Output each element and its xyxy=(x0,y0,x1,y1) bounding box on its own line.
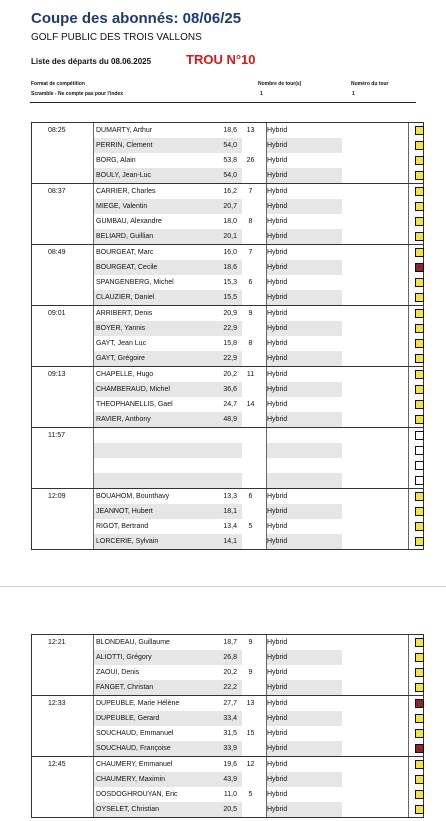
playing-handicap xyxy=(240,260,261,275)
format-label: Format de compétition xyxy=(31,81,85,87)
tee-time-group xyxy=(32,184,423,245)
playing-handicap: 7 xyxy=(248,188,253,195)
tee-time-group xyxy=(32,245,423,306)
tee-category: Hybrid xyxy=(267,639,288,646)
player-index: 13,4 xyxy=(223,523,237,530)
status-checkbox[interactable] xyxy=(415,232,424,241)
player-row xyxy=(32,489,423,504)
tee-category: Hybrid xyxy=(267,504,342,519)
page-title: Coupe des abonnés: 08/06/25 xyxy=(31,10,242,27)
status-checkbox[interactable] xyxy=(415,202,424,211)
rounds-label: Nombre de tour(s) xyxy=(258,81,302,87)
player-index: 16,2 xyxy=(223,188,237,195)
tee-category: Hybrid xyxy=(267,199,342,214)
player-name: CARRIER, Charles xyxy=(96,188,156,195)
playing-handicap xyxy=(240,772,261,787)
player-index: 27,7 xyxy=(223,700,237,707)
player-name: BORG, Alain xyxy=(96,157,136,164)
player-name: BOYER, Yannis xyxy=(94,321,242,336)
player-row xyxy=(32,757,423,772)
status-checkbox[interactable] xyxy=(415,248,424,257)
tee-time-group xyxy=(32,367,423,428)
player-name: MIEGE, Valentin xyxy=(94,199,242,214)
playing-handicap xyxy=(240,650,261,665)
tee-category: Hybrid xyxy=(267,700,288,707)
status-checkbox[interactable] xyxy=(415,461,424,470)
playing-handicap xyxy=(240,473,261,488)
status-checkbox[interactable] xyxy=(415,354,424,363)
player-index: 20,9 xyxy=(223,310,237,317)
tee-category: Hybrid xyxy=(267,188,288,195)
player-index: 19,6 xyxy=(223,761,237,768)
tee-category: Hybrid xyxy=(267,711,342,726)
player-index: 54,0 xyxy=(223,172,237,179)
status-checkbox[interactable] xyxy=(415,775,424,784)
tee-category: Hybrid xyxy=(267,321,342,336)
status-checkbox[interactable] xyxy=(415,805,424,814)
status-checkbox[interactable] xyxy=(415,714,424,723)
player-name: OYSELET, Christian xyxy=(94,802,242,817)
player-row xyxy=(32,351,423,366)
player-name: LORCERIE, Sylvain xyxy=(94,534,242,549)
tee-category: Hybrid xyxy=(267,260,342,275)
start-list-title: Liste des départs du 08.06.2025 xyxy=(31,57,152,66)
playing-handicap xyxy=(240,351,261,366)
player-index: 26,8 xyxy=(223,654,237,661)
status-checkbox[interactable] xyxy=(415,537,424,546)
player-row xyxy=(32,504,423,519)
tee-category: Hybrid xyxy=(267,249,288,256)
playing-handicap xyxy=(240,229,261,244)
player-name: DOSDOGHROUYAN, Eric xyxy=(96,791,178,798)
tee-category: Hybrid xyxy=(267,279,288,286)
player-index: 22,2 xyxy=(223,684,237,691)
player-name: ZAOUI, Denis xyxy=(96,669,140,676)
playing-handicap xyxy=(240,443,261,458)
player-row xyxy=(32,336,423,351)
playing-handicap: 12 xyxy=(246,761,255,768)
player-index: 20,7 xyxy=(223,203,237,210)
header-divider xyxy=(30,102,416,103)
player-name: CHAMBERAUD, Michel xyxy=(94,382,242,397)
player-name: BLONDEAU, Guillaume xyxy=(96,639,170,646)
tee-category: Hybrid xyxy=(267,168,342,183)
playing-handicap xyxy=(240,458,261,473)
tee-time: 08:25 xyxy=(48,127,66,134)
tee-category xyxy=(267,458,342,473)
playing-handicap xyxy=(240,802,261,817)
player-index: 14,1 xyxy=(223,538,237,545)
player-row xyxy=(32,458,423,473)
tee-time-group xyxy=(32,428,423,489)
player-row xyxy=(32,787,423,802)
player-name: SOUCHAUD, Françoise xyxy=(94,741,242,756)
player-row xyxy=(32,443,423,458)
tee-category: Hybrid xyxy=(267,310,288,317)
player-row xyxy=(32,635,423,650)
player-row xyxy=(32,214,423,229)
player-row xyxy=(32,397,423,412)
player-name: DUPEUBLE, Marie Hélène xyxy=(96,700,180,707)
player-row xyxy=(32,428,423,443)
player-name: SOUCHAUD, Emmanuel xyxy=(96,730,174,737)
player-index: 20,1 xyxy=(223,233,237,240)
status-checkbox[interactable] xyxy=(415,790,424,799)
player-row xyxy=(32,473,423,488)
player-name: CLAUZIER, Daniel xyxy=(94,290,242,305)
player-row xyxy=(32,275,423,290)
player-index: 15,5 xyxy=(223,294,237,301)
player-row xyxy=(32,534,423,549)
status-checkbox[interactable] xyxy=(415,744,424,753)
playing-handicap xyxy=(240,504,261,519)
player-row xyxy=(32,367,423,382)
tee-category: Hybrid xyxy=(267,772,342,787)
tee-time: 12:33 xyxy=(48,700,66,707)
tee-category: Hybrid xyxy=(267,412,342,427)
playing-handicap xyxy=(240,534,261,549)
tee-time-group xyxy=(32,489,423,550)
playing-handicap: 9 xyxy=(248,639,253,646)
playing-handicap xyxy=(240,382,261,397)
tee-category: Hybrid xyxy=(267,401,288,408)
status-checkbox[interactable] xyxy=(415,263,424,272)
player-index xyxy=(207,428,237,443)
tee-category: Hybrid xyxy=(267,523,288,530)
player-index: 54,0 xyxy=(223,142,237,149)
status-checkbox[interactable] xyxy=(415,507,424,516)
player-index xyxy=(207,443,237,458)
tee-time: 08:37 xyxy=(48,188,66,195)
status-checkbox[interactable] xyxy=(415,415,424,424)
round-number-value: 1 xyxy=(352,91,355,97)
status-checkbox[interactable] xyxy=(415,126,424,135)
rounds-value: 1 xyxy=(260,91,263,97)
playing-handicap: 8 xyxy=(248,218,253,225)
page-break xyxy=(0,586,446,587)
player-row xyxy=(32,680,423,695)
player-row xyxy=(32,321,423,336)
tee-category: Hybrid xyxy=(267,382,342,397)
playing-handicap xyxy=(240,138,261,153)
player-name: CHAUMERY, Maximin xyxy=(94,772,242,787)
playing-handicap: 15 xyxy=(246,730,255,737)
status-checkbox[interactable] xyxy=(415,217,424,226)
player-name: JEANNOT, Hubert xyxy=(94,504,242,519)
tee-category: Hybrid xyxy=(267,138,342,153)
tee-time: 12:21 xyxy=(48,639,66,646)
status-checkbox[interactable] xyxy=(415,278,424,287)
tee-category: Hybrid xyxy=(267,650,342,665)
tee-category: Hybrid xyxy=(267,761,288,768)
tee-time-group xyxy=(32,123,423,184)
player-index: 31,5 xyxy=(223,730,237,737)
status-checkbox[interactable] xyxy=(415,156,424,165)
player-index: 24,7 xyxy=(223,401,237,408)
tee-category: Hybrid xyxy=(267,534,342,549)
tee-time: 12:09 xyxy=(48,493,66,500)
playing-handicap xyxy=(240,412,261,427)
player-name: GAYT, Jean Luc xyxy=(96,340,147,347)
status-checkbox[interactable] xyxy=(415,431,424,440)
player-index: 20,2 xyxy=(223,669,237,676)
player-index: 18,6 xyxy=(223,264,237,271)
playing-handicap: 13 xyxy=(246,700,255,707)
tee-category: Hybrid xyxy=(267,290,342,305)
playing-handicap xyxy=(240,168,261,183)
player-index: 13,3 xyxy=(223,493,237,500)
player-name: ALIOTTI, Grégory xyxy=(94,650,242,665)
player-index: 16,0 xyxy=(223,249,237,256)
player-name: DUMARTY, Arthur xyxy=(96,127,153,134)
player-name: CHAPELLE, Hugo xyxy=(96,371,154,378)
player-index: 18,1 xyxy=(223,508,237,515)
player-index xyxy=(207,473,237,488)
playing-handicap xyxy=(240,199,261,214)
player-name: FANGET, Christan xyxy=(94,680,242,695)
start-table-page-1 xyxy=(31,122,424,550)
status-checkbox[interactable] xyxy=(415,729,424,738)
player-index: 48,9 xyxy=(223,416,237,423)
status-checkbox[interactable] xyxy=(415,187,424,196)
playing-handicap: 26 xyxy=(246,157,255,164)
status-checkbox[interactable] xyxy=(415,492,424,501)
status-checkbox[interactable] xyxy=(415,339,424,348)
status-checkbox[interactable] xyxy=(415,309,424,318)
player-index: 15,3 xyxy=(223,279,237,286)
status-checkbox[interactable] xyxy=(415,653,424,662)
tee-time-group xyxy=(32,757,423,818)
tee-category: Hybrid xyxy=(267,218,288,225)
tee-category: Hybrid xyxy=(267,669,288,676)
format-value: Scramble - Ne compte pas pour l'index xyxy=(31,91,124,97)
player-row xyxy=(32,772,423,787)
player-name: BOURGEAT, Cecile xyxy=(94,260,242,275)
player-index: 43,9 xyxy=(223,776,237,783)
playing-handicap xyxy=(240,290,261,305)
status-checkbox[interactable] xyxy=(415,522,424,531)
player-index: 18,6 xyxy=(223,127,237,134)
player-row xyxy=(32,245,423,260)
player-index: 20,2 xyxy=(223,371,237,378)
playing-handicap xyxy=(240,711,261,726)
player-row xyxy=(32,726,423,741)
tee-category: Hybrid xyxy=(267,791,288,798)
playing-handicap: 9 xyxy=(248,310,253,317)
playing-handicap: 9 xyxy=(248,669,253,676)
status-checkbox[interactable] xyxy=(415,476,424,485)
status-checkbox[interactable] xyxy=(415,293,424,302)
playing-handicap: 8 xyxy=(248,340,253,347)
playing-handicap: 6 xyxy=(248,493,253,500)
tee-category: Hybrid xyxy=(267,371,288,378)
status-checkbox[interactable] xyxy=(415,171,424,180)
hole-number: TROU N°10 xyxy=(186,52,256,67)
player-row xyxy=(32,665,423,680)
player-name: BOURGEAT, Marc xyxy=(96,249,154,256)
player-row xyxy=(32,382,423,397)
tee-time: 08:49 xyxy=(48,249,66,256)
player-row xyxy=(32,123,423,138)
tee-category: Hybrid xyxy=(267,802,342,817)
playing-handicap xyxy=(240,321,261,336)
player-name: DUPEUBLE, Gerard xyxy=(94,711,242,726)
round-number-label: Numéro du tour xyxy=(351,81,389,87)
status-checkbox[interactable] xyxy=(415,446,424,455)
player-index xyxy=(207,458,237,473)
player-row xyxy=(32,290,423,305)
player-name: BOULY, Jean-Luc xyxy=(94,168,242,183)
player-row xyxy=(32,802,423,817)
player-row xyxy=(32,138,423,153)
tee-category: Hybrid xyxy=(267,730,288,737)
status-checkbox[interactable] xyxy=(415,683,424,692)
player-name: RIGOT, Bertrand xyxy=(96,523,149,530)
club-name: GOLF PUBLIC DES TROIS VALLONS xyxy=(31,32,202,43)
player-name: GAYT, Grégoire xyxy=(94,351,242,366)
player-name: CHAUMERY, Emmanuel xyxy=(96,761,173,768)
tee-category: Hybrid xyxy=(267,157,288,164)
player-index: 33,9 xyxy=(223,745,237,752)
player-name: PERRIN, Clement xyxy=(94,138,242,153)
tee-category xyxy=(267,473,342,488)
tee-category: Hybrid xyxy=(267,741,342,756)
tee-category: Hybrid xyxy=(267,127,288,134)
player-name: BELIARD, Guillian xyxy=(94,229,242,244)
player-index: 36,6 xyxy=(223,386,237,393)
player-index: 33,4 xyxy=(223,715,237,722)
player-row xyxy=(32,199,423,214)
player-name: RAVIER, Anthony xyxy=(94,412,242,427)
player-row xyxy=(32,519,423,534)
tee-category: Hybrid xyxy=(267,229,342,244)
tee-category xyxy=(267,443,342,458)
tee-category: Hybrid xyxy=(267,680,342,695)
playing-handicap xyxy=(240,741,261,756)
playing-handicap: 13 xyxy=(246,127,255,134)
playing-handicap: 14 xyxy=(246,401,255,408)
tee-category xyxy=(267,428,342,443)
tee-time-group xyxy=(32,635,423,696)
player-row xyxy=(32,412,423,427)
player-row xyxy=(32,153,423,168)
status-checkbox[interactable] xyxy=(415,760,424,769)
player-index: 22,9 xyxy=(223,355,237,362)
player-index: 15,8 xyxy=(223,340,237,347)
player-row xyxy=(32,168,423,183)
player-index: 18,0 xyxy=(223,218,237,225)
playing-handicap xyxy=(240,428,261,443)
tee-time-group xyxy=(32,306,423,367)
player-row xyxy=(32,229,423,244)
playing-handicap: 11 xyxy=(246,371,255,378)
playing-handicap: 5 xyxy=(248,791,253,798)
player-name: BOUAHOM, Bounthavy xyxy=(96,493,170,500)
start-table-page-2 xyxy=(31,634,424,818)
player-name: SPANGENBERG, Michel xyxy=(96,279,174,286)
tee-time: 09:13 xyxy=(48,371,66,378)
tee-time: 11:57 xyxy=(48,432,65,439)
tee-time: 12:45 xyxy=(48,761,66,768)
player-row xyxy=(32,696,423,711)
playing-handicap: 6 xyxy=(248,279,253,286)
player-row xyxy=(32,650,423,665)
tee-time-group xyxy=(32,696,423,757)
status-checkbox[interactable] xyxy=(415,638,424,647)
player-name: THEOPHANELLIS, Gael xyxy=(96,401,173,408)
tee-time: 09:01 xyxy=(48,310,66,317)
status-checkbox[interactable] xyxy=(415,400,424,409)
tee-category: Hybrid xyxy=(267,340,288,347)
player-row xyxy=(32,306,423,321)
playing-handicap xyxy=(240,680,261,695)
status-checkbox[interactable] xyxy=(415,385,424,394)
player-row xyxy=(32,184,423,199)
status-checkbox[interactable] xyxy=(415,699,424,708)
status-checkbox[interactable] xyxy=(415,370,424,379)
playing-handicap: 7 xyxy=(248,249,253,256)
player-index: 18,7 xyxy=(223,639,237,646)
player-index: 22,9 xyxy=(223,325,237,332)
tee-category: Hybrid xyxy=(267,351,342,366)
player-name: ARRIBERT, Denis xyxy=(96,310,153,317)
status-checkbox[interactable] xyxy=(415,141,424,150)
player-index: 20,5 xyxy=(223,806,237,813)
playing-handicap: 5 xyxy=(248,523,253,530)
player-index: 11,0 xyxy=(223,791,237,798)
status-checkbox[interactable] xyxy=(415,324,424,333)
player-name: GUMBAU, Alexandre xyxy=(96,218,162,225)
player-row xyxy=(32,260,423,275)
player-index: 53,8 xyxy=(223,157,237,164)
player-row xyxy=(32,741,423,756)
status-checkbox[interactable] xyxy=(415,668,424,677)
player-row xyxy=(32,711,423,726)
tee-category: Hybrid xyxy=(267,493,288,500)
